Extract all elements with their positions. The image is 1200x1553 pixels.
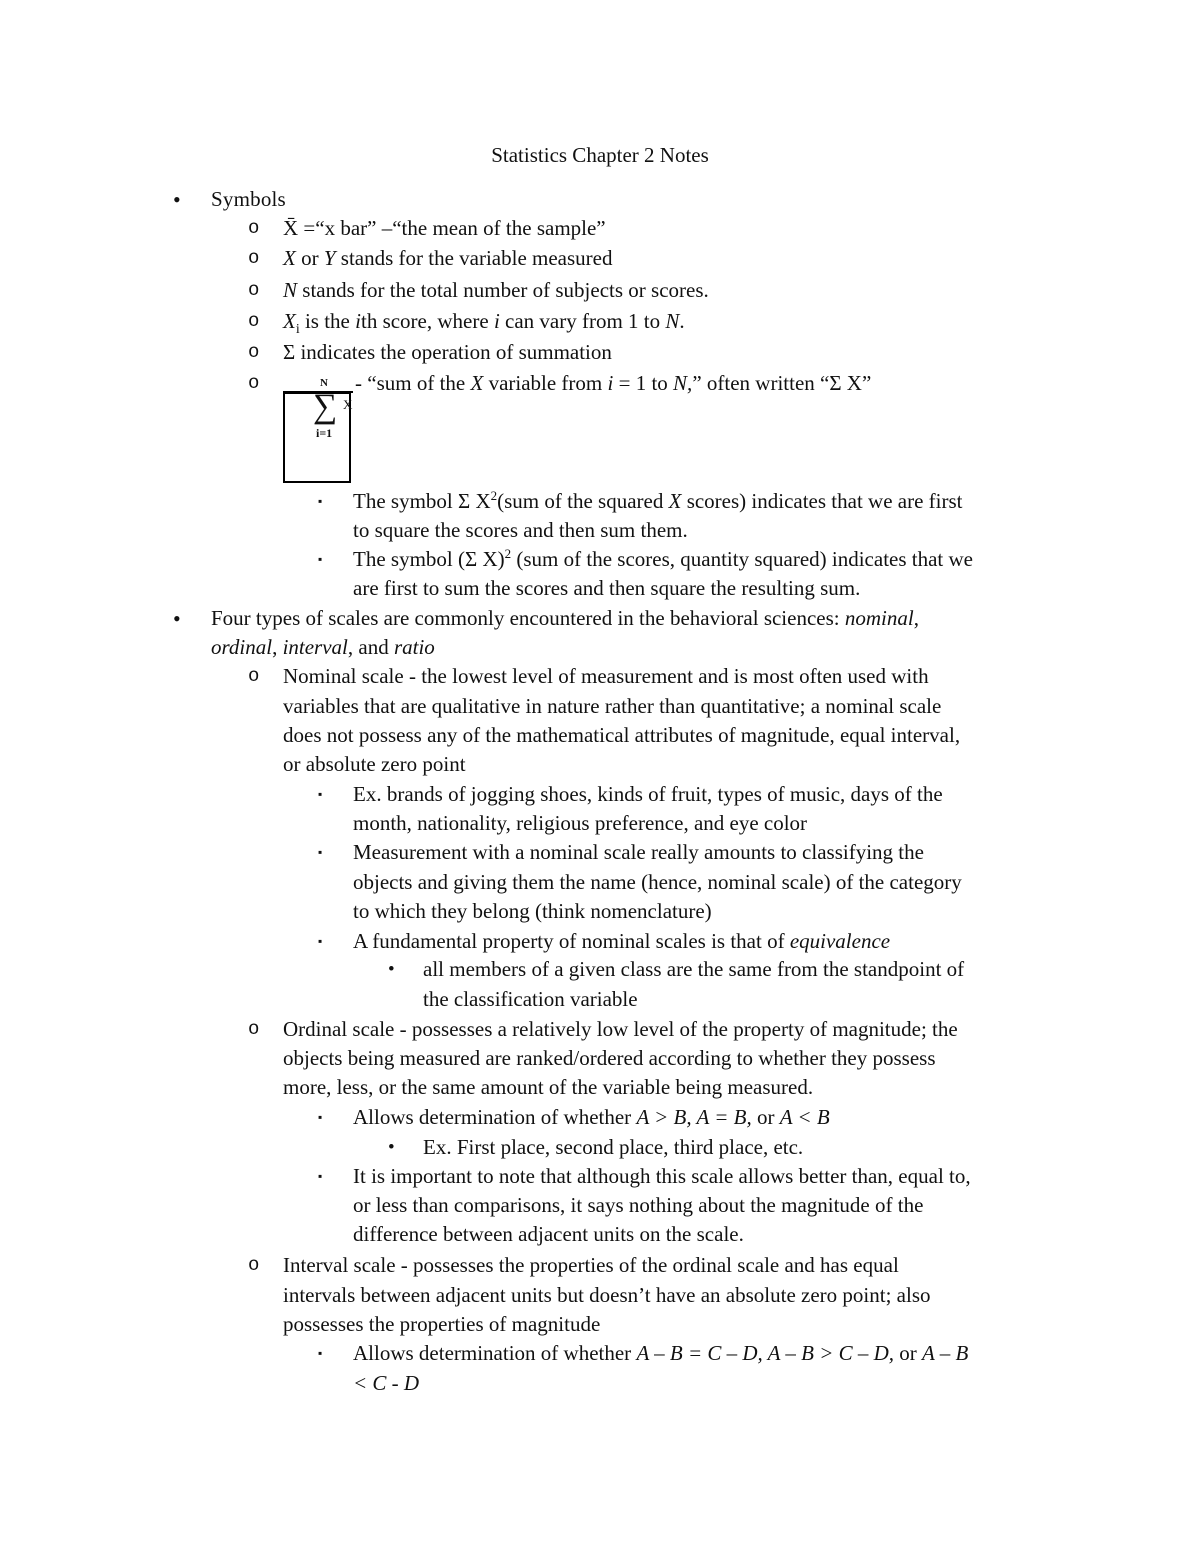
ordinal-note-1: It is important to note that although this scale allows better than, equal to, xyxy=(353,1164,971,1188)
ordinal-allows-text: Allows determination of whether xyxy=(353,1105,637,1129)
nominal-prop-text: A fundamental property of nominal scales is that of xyxy=(353,929,790,953)
xi-text-3: can vary from 1 to xyxy=(499,309,666,333)
sum-n: N, xyxy=(673,371,693,395)
or-text: or xyxy=(894,1341,923,1365)
and-text: , and xyxy=(347,635,394,659)
xbar-text: =“x bar” –“the mean of the sample” xyxy=(298,216,606,240)
ordinal-note-2: or less than comparisons, it says nothing about the magnitude of the xyxy=(353,1193,924,1217)
scales-intro-text: Four types of scales are commonly encountered in the behavioral sciences: xyxy=(211,606,845,630)
nominal-meas-3: to which they belong (think nomenclature) xyxy=(353,899,712,923)
bullet-l4: • xyxy=(388,959,395,980)
interval-allows xyxy=(353,1339,968,1369)
nominal-ex-2: month, nationality, religious preference, and eye color xyxy=(353,811,808,835)
nominal-meas-2: objects and giving them the name (hence, nominal scale) of the category xyxy=(353,870,962,894)
sum-squared-note-2: to square the scores and then sum them. xyxy=(353,518,688,542)
comma: , xyxy=(913,606,919,630)
xi-text-2: th score, where xyxy=(360,309,494,333)
bullet-l1: • xyxy=(173,606,181,631)
sq1-b: (sum of the squared xyxy=(497,489,669,513)
bullet-l4: • xyxy=(388,1137,395,1158)
sum-lower-limit: i=1 xyxy=(316,426,333,440)
ordinal-expr-1: A > B, A = B, xyxy=(636,1105,752,1129)
bullet-l2: o xyxy=(248,279,260,301)
ordinal-ex: Ex. First place, second place, third place, etc. xyxy=(423,1135,804,1159)
bullet-l3: ▪ xyxy=(318,787,323,801)
ordinal-expr-2: A < B xyxy=(779,1105,830,1129)
bullet-l2: o xyxy=(248,372,260,394)
equivalence-term: equivalence xyxy=(789,929,891,953)
bullet-l3: ▪ xyxy=(318,1110,323,1124)
nominal-def-3: does not possess any of the mathematical attributes of magnitude, equal interval, xyxy=(283,723,961,747)
xy-text: stands for the variable measured xyxy=(335,246,613,270)
n-text: stands for the total number of subjects or scores. xyxy=(297,278,709,302)
n-var: N xyxy=(283,278,298,302)
sq2-a: The symbol (Σ X) xyxy=(353,547,505,571)
sq1-c: scores) indicates that we are first xyxy=(681,489,963,513)
scale-ratio: ratio xyxy=(393,635,435,659)
interval-allows-2 xyxy=(353,1369,419,1399)
ordinal-allows xyxy=(353,1103,830,1133)
xbar-line xyxy=(283,214,606,244)
sq2-b: (sum of the scores, quantity squared) indicates that we xyxy=(511,547,973,571)
nominal-def-2: variables that are qualitative in nature rather than quantitative; a nominal scale xyxy=(283,694,942,718)
ordinal-def-3: more, less, or the same amount of the variable being measured. xyxy=(283,1075,814,1099)
xy-line xyxy=(283,244,613,274)
sigma-line: Σ indicates the operation of summation xyxy=(283,340,612,364)
sum-side-var: X xyxy=(343,397,353,412)
bullet-l2: o xyxy=(248,1254,260,1276)
interval-expr-2: A – B xyxy=(922,1341,969,1365)
interval-def-2: intervals between adjacent units but doesn’t have an absolute zero point; also xyxy=(283,1283,931,1307)
bullet-l2: o xyxy=(248,217,260,239)
interval-def-1: Interval scale - possesses the properties of the ordinal scale and has equal xyxy=(283,1253,899,1277)
bullet-l2: o xyxy=(248,665,260,687)
nominal-members-1: all members of a given class are the same from the standpoint of xyxy=(423,957,965,981)
bullet-l3: ▪ xyxy=(318,934,323,948)
interval-allows-text: Allows determination of whether xyxy=(353,1341,637,1365)
ordinal-note-3: difference between adjacent units on the scale. xyxy=(353,1222,744,1246)
scale-nominal: nominal xyxy=(844,606,914,630)
xi-text-4: . xyxy=(679,309,685,333)
square-of-sum-note-2: are first to sum the scores and then square the resulting sum. xyxy=(353,576,861,600)
nominal-def-4: or absolute zero point xyxy=(283,752,466,776)
interval-def-3: possesses the properties of magnitude xyxy=(283,1312,601,1336)
sigma-symbol: ∑ xyxy=(313,388,338,425)
bullet-l3: ▪ xyxy=(318,552,323,566)
sq1-x: X xyxy=(668,489,682,513)
ordinal-def-2: objects being measured are ranked/ordered according to whether they possess xyxy=(283,1046,936,1070)
xi-i: i xyxy=(355,309,361,333)
nominal-prop xyxy=(353,927,890,957)
scales-intro-2 xyxy=(211,633,435,663)
sum-line xyxy=(355,369,871,399)
sq2-sup: 2 xyxy=(504,546,512,561)
xi-sub: i xyxy=(295,322,300,338)
bullet-l3: ▪ xyxy=(318,494,323,508)
nominal-def-1: Nominal scale - the lowest level of measurement and is most often used with xyxy=(283,664,929,688)
sum-text-3: = 1 to xyxy=(613,371,674,395)
scales-intro xyxy=(211,604,919,634)
xi-i2: i xyxy=(493,309,500,333)
bullet-l2: o xyxy=(248,247,260,269)
bullet-l1: • xyxy=(173,187,181,212)
sum-text-2: variable from xyxy=(483,371,608,395)
symbols-heading: Symbols xyxy=(211,187,286,211)
xi-n: N xyxy=(665,309,680,333)
bullet-l3: ▪ xyxy=(318,1346,323,1360)
y-var: Y xyxy=(323,246,336,270)
bullet-l3: ▪ xyxy=(318,1169,323,1183)
comma: , xyxy=(272,635,283,659)
xi-x: X xyxy=(283,309,296,333)
sum-upper-limit: N xyxy=(320,377,328,389)
sum-squared-note xyxy=(353,487,963,517)
xi-text-1: is the xyxy=(299,309,356,333)
sum-i: i xyxy=(607,371,614,395)
sq1-a: The symbol Σ X xyxy=(353,489,491,513)
bullet-l2: o xyxy=(248,310,260,332)
nominal-members-2: the classification variable xyxy=(423,987,638,1011)
nominal-ex-1: Ex. brands of jogging shoes, kinds of fruit, types of music, days of the xyxy=(353,782,943,806)
page-title: Statistics Chapter 2 Notes xyxy=(491,143,709,167)
sum-text-4: ” often written “Σ X” xyxy=(692,371,872,395)
interval-expr-1: A – B = C – D, A – B > C – D, xyxy=(636,1341,895,1365)
bullet-l2: o xyxy=(248,1018,260,1040)
scale-interval: interval xyxy=(282,635,348,659)
or-text: or xyxy=(751,1105,780,1129)
sum-text-1: - “sum of the xyxy=(355,371,471,395)
bullet-l2: o xyxy=(248,341,260,363)
ordinal-def-1: Ordinal scale - possesses a relatively low level of the property of magnitude; the xyxy=(283,1017,958,1041)
square-of-sum-note xyxy=(353,545,973,575)
xy-or: or xyxy=(295,246,324,270)
sq1-sup: 2 xyxy=(490,488,498,503)
sum-x: X xyxy=(470,371,484,395)
bullet-l3: ▪ xyxy=(318,845,323,859)
xbar-symbol: X̄ xyxy=(283,216,299,240)
scale-ordinal: ordinal xyxy=(211,635,273,659)
x-var: X xyxy=(283,246,296,270)
nominal-meas-1: Measurement with a nominal scale really amounts to classifying the xyxy=(353,840,924,864)
interval-expr-3: < C - D xyxy=(353,1371,420,1395)
n-line xyxy=(283,276,709,306)
